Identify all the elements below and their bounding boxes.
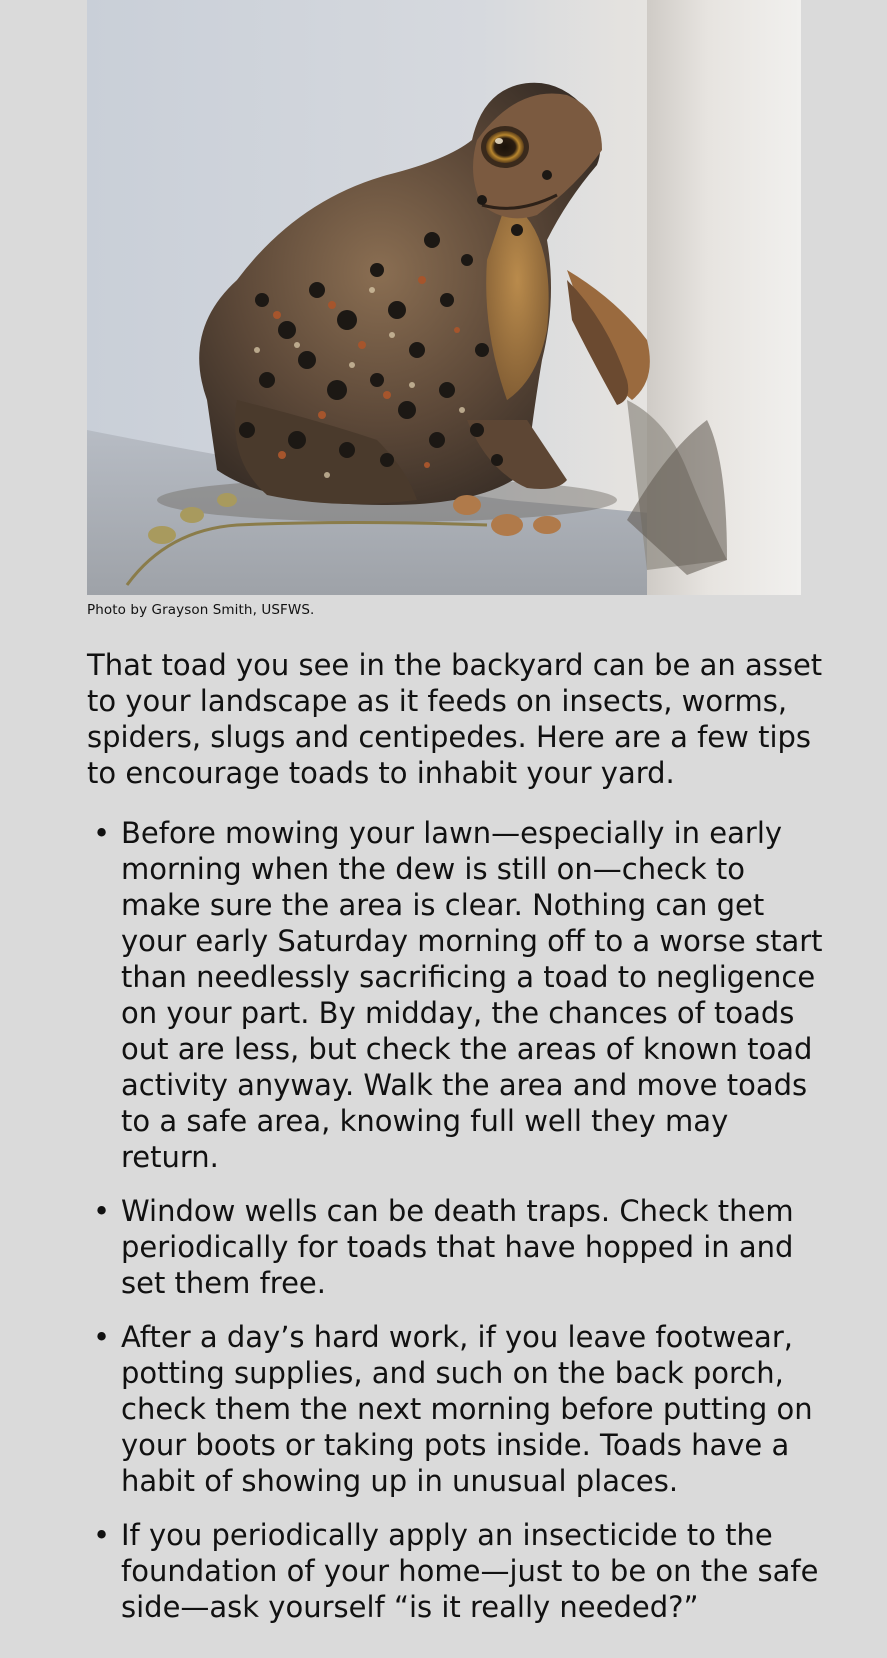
bullet-icon: • bbox=[93, 1320, 111, 1354]
tip-text: If you periodically apply an insecticide to the foundation of your home—just to be on the safe side—ask yourself “is it really needed?” bbox=[121, 1518, 819, 1624]
tip-item bbox=[87, 815, 827, 1175]
tips-list bbox=[87, 815, 827, 1643]
tip-text: Before mowing your lawn—especially in early morning when the dew is still on—check to make sure the area is clear. Nothing can get your early Saturday morning off to a worse start than needlessly sacrificing a toad to negligence on your part. By midday, the chances of toads out are less, but check the areas of known toad activity anyway. Walk the area and move toads to a safe area, knowing full well they may return. bbox=[121, 816, 823, 1174]
photo-caption: Photo by Grayson Smith, USFWS. bbox=[87, 602, 315, 618]
intro-paragraph: That toad you see in the backyard can be an asset to your landscape as it feeds on insects, worms, spiders, slugs and centipedes. Here are a few tips to encourage toads to inhabit your yard. bbox=[87, 648, 823, 790]
bullet-icon: • bbox=[93, 1518, 111, 1552]
bullet-icon: • bbox=[93, 816, 111, 850]
tip-item bbox=[87, 1517, 827, 1625]
tip-item bbox=[87, 1319, 827, 1499]
toad-photo bbox=[87, 0, 801, 595]
tip-item bbox=[87, 1193, 827, 1301]
tip-text: Window wells can be death traps. Check them periodically for toads that have hopped in and set them free. bbox=[121, 1194, 794, 1300]
bullet-icon: • bbox=[93, 1194, 111, 1228]
tip-text: After a day’s hard work, if you leave footwear, potting supplies, and such on the back porch, check them the next morning before putting on your boots or taking pots inside. Toads have a habit of showing up in unusual places. bbox=[121, 1320, 813, 1498]
